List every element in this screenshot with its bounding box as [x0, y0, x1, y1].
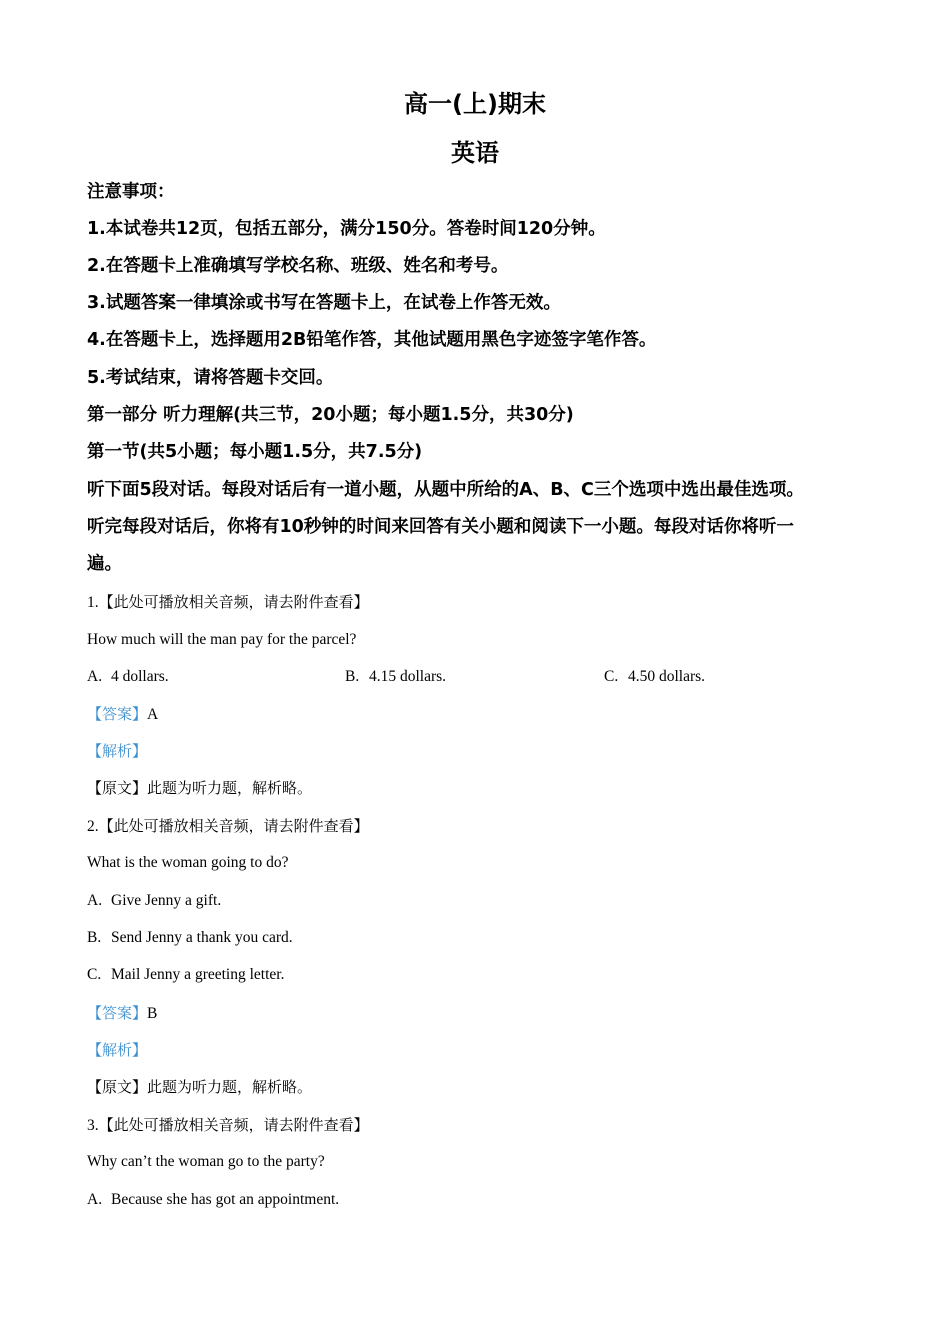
question-text: How much will the man pay for the parcel? [87, 631, 357, 648]
source-label: 【原文】 [87, 779, 148, 797]
option-text: Give Jenny a gift. [111, 892, 222, 909]
option-text: Because she has got an appointment. [111, 1191, 340, 1208]
answer-value: B [147, 1005, 158, 1022]
option-b[interactable] [345, 666, 446, 688]
analysis-label: 【解析】 [87, 1041, 148, 1059]
section-directions: 听完每段对话后，你将有10秒钟的时间来回答有关小题和阅读下一小题。每段对话你将听一 [87, 517, 794, 537]
source-line [87, 1076, 312, 1099]
option-letter: A. [87, 1191, 103, 1208]
analysis-label: 【解析】 [87, 742, 148, 760]
source-label: 【原文】 [87, 1078, 148, 1096]
analysis-line [87, 740, 147, 763]
page-subtitle: 英语 [451, 139, 499, 167]
option-a[interactable] [87, 666, 169, 688]
source-text: 此题为听力题，解析略。 [147, 779, 313, 797]
option-letter: B. [345, 668, 360, 685]
section-heading: 第一节(共5小题；每小题1.5分，共7.5分) [87, 442, 423, 462]
answer-value: A [147, 706, 159, 723]
answer-label: 【答案】 [87, 1004, 148, 1022]
question-number: 3. [87, 1117, 99, 1134]
instruction-item: 2.在答题卡上准确填写学校名称、班级、姓名和考号。 [87, 256, 509, 276]
answer-line [87, 1002, 157, 1025]
audio-note-text: 【此处可播放相关音频，请去附件查看】 [98, 1116, 369, 1134]
source-text: 此题为听力题，解析略。 [147, 1078, 313, 1096]
option-text: Send Jenny a thank you card. [111, 929, 293, 946]
part-heading: 第一部分 听力理解(共三节，20小题；每小题1.5分，共30分) [87, 405, 574, 425]
option-letter: A. [87, 668, 103, 685]
instruction-item: 4.在答题卡上，选择题用2B铅笔作答，其他试题用黑色字迹签字笔作答。 [87, 330, 657, 350]
option-b[interactable] [87, 927, 293, 949]
option-c[interactable] [604, 666, 705, 688]
question-audio-note[interactable] [87, 815, 369, 838]
option-a[interactable] [87, 890, 221, 912]
instructions-heading: 注意事项： [87, 182, 175, 202]
section-directions: 遍。 [87, 554, 122, 574]
option-c[interactable] [87, 964, 284, 986]
page-title: 高一(上)期末 [404, 90, 546, 118]
audio-note-text: 【此处可播放相关音频，请去附件查看】 [98, 593, 369, 611]
option-text: Mail Jenny a greeting letter. [111, 966, 285, 983]
instruction-item: 1.本试卷共12页，包括五部分，满分150分。答卷时间120分钟。 [87, 219, 606, 239]
question-text: What is the woman going to do? [87, 854, 289, 871]
option-text: 4 dollars. [111, 668, 169, 685]
option-letter: B. [87, 929, 102, 946]
question-number: 1. [87, 594, 99, 611]
option-letter: A. [87, 892, 103, 909]
option-text: 4.15 dollars. [369, 668, 447, 685]
answer-line [87, 703, 158, 726]
answer-label: 【答案】 [87, 705, 148, 723]
question-number: 2. [87, 818, 99, 835]
question-text: Why can’t the woman go to the party? [87, 1153, 325, 1170]
option-letter: C. [87, 966, 102, 983]
instruction-item: 5.考试结束，请将答题卡交回。 [87, 368, 334, 388]
audio-note-text: 【此处可播放相关音频，请去附件查看】 [98, 817, 369, 835]
section-directions: 听下面5段对话。每段对话后有一道小题，从题中所给的A、B、C三个选项中选出最佳选项。 [87, 480, 804, 500]
analysis-line [87, 1039, 147, 1062]
option-letter: C. [604, 668, 619, 685]
option-a[interactable] [87, 1189, 339, 1211]
instruction-item: 3.试题答案一律填涂或书写在答题卡上，在试卷上作答无效。 [87, 293, 561, 313]
question-audio-note[interactable] [87, 1114, 369, 1137]
source-line [87, 777, 312, 800]
option-text: 4.50 dollars. [628, 668, 706, 685]
question-audio-note[interactable] [87, 591, 369, 614]
